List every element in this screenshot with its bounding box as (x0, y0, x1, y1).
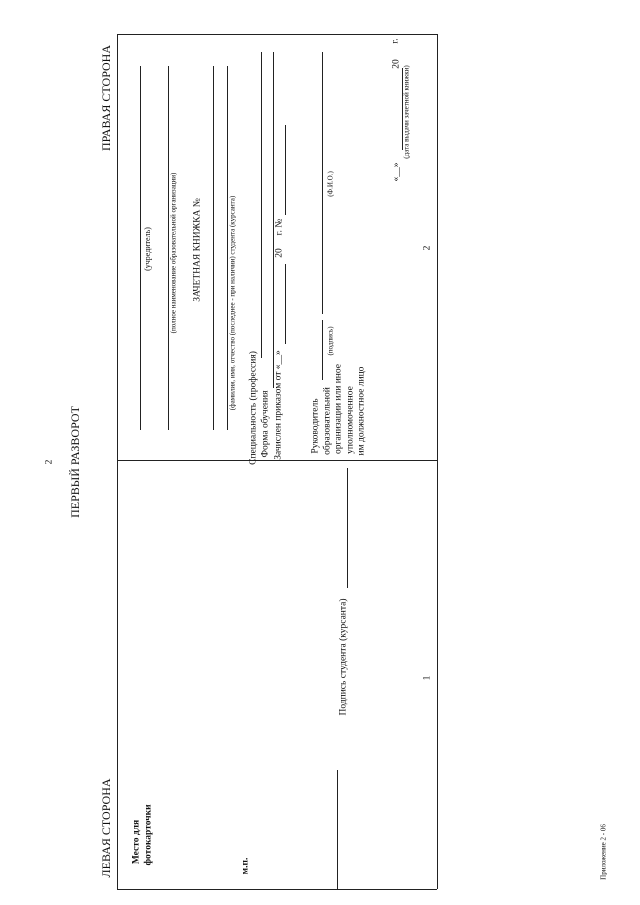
photo-place-line2: фотокарточки (143, 804, 154, 866)
head-line2: образовательной (322, 387, 333, 455)
enrolled-year-prefix: 20 (274, 248, 285, 258)
signature-caption: (подпись) (326, 326, 335, 356)
frame-top-left-line (117, 460, 118, 890)
head-fio-line (322, 52, 323, 314)
record-book-title: ЗАЧЕТНАЯ КНИЖКА № (192, 198, 203, 302)
head-line1: Руководитель (310, 398, 321, 454)
spread-divider-line (117, 460, 437, 461)
founder-line (140, 66, 141, 430)
right-page-number: 2 (422, 245, 433, 251)
head-line5: им должностное лицо (356, 366, 367, 456)
head-line4: уполномоченное (345, 386, 356, 454)
specialty-line (261, 52, 262, 358)
enrolled-number-line (285, 125, 286, 215)
photo-place-line1: Место для (131, 819, 142, 865)
study-form-label: Форма обучения (260, 390, 271, 458)
issue-date-caption: (дата выдачи зачетной книжки) (402, 65, 411, 159)
head-line3: организации или иное (333, 364, 344, 454)
stamp-mark: м.п. (240, 857, 251, 875)
student-signature-label: Подпись студента (курсанта) (338, 598, 349, 716)
student-signature-line (347, 468, 348, 588)
fio-caption: (Ф.И.О.) (326, 171, 335, 197)
frame-left-edge-line (117, 889, 437, 890)
issue-year-suffix: г. (390, 38, 401, 44)
photo-area-line (337, 770, 338, 890)
page-number-top: 2 (44, 459, 55, 465)
frame-right-edge-line (117, 34, 437, 35)
left-side-label: ЛЕВАЯ СТОРОНА (99, 778, 113, 878)
student-name-caption: (фамилия, имя, отчество (последнее - при наличии) студента (курсанта) (228, 195, 237, 411)
head-signature-line (322, 320, 323, 380)
enrolled-day-line (285, 264, 286, 344)
enrolled-number-label: г. № (274, 218, 285, 236)
appendix-label: Приложение 2 - 06 (599, 824, 608, 880)
right-side-label: ПРАВАЯ СТОРОНА (99, 44, 113, 152)
frame-top-right-line (117, 34, 118, 460)
spread-title: ПЕРВЫЙ РАЗВОРОТ (68, 406, 82, 518)
founder-caption: (учредитель) (143, 227, 152, 271)
frame-bottom-line (437, 34, 438, 889)
student-name-line (213, 66, 214, 430)
enrolled-label: Зачислен приказом от «__» (273, 350, 284, 460)
organization-caption: (полное наименование образовательной организации) (169, 172, 178, 334)
specialty-label: Специальность (профессия) (248, 351, 259, 465)
issue-year-prefix: 20 (391, 59, 402, 69)
issue-date-quote: «__» (391, 162, 402, 182)
left-page-number: 1 (422, 675, 433, 681)
